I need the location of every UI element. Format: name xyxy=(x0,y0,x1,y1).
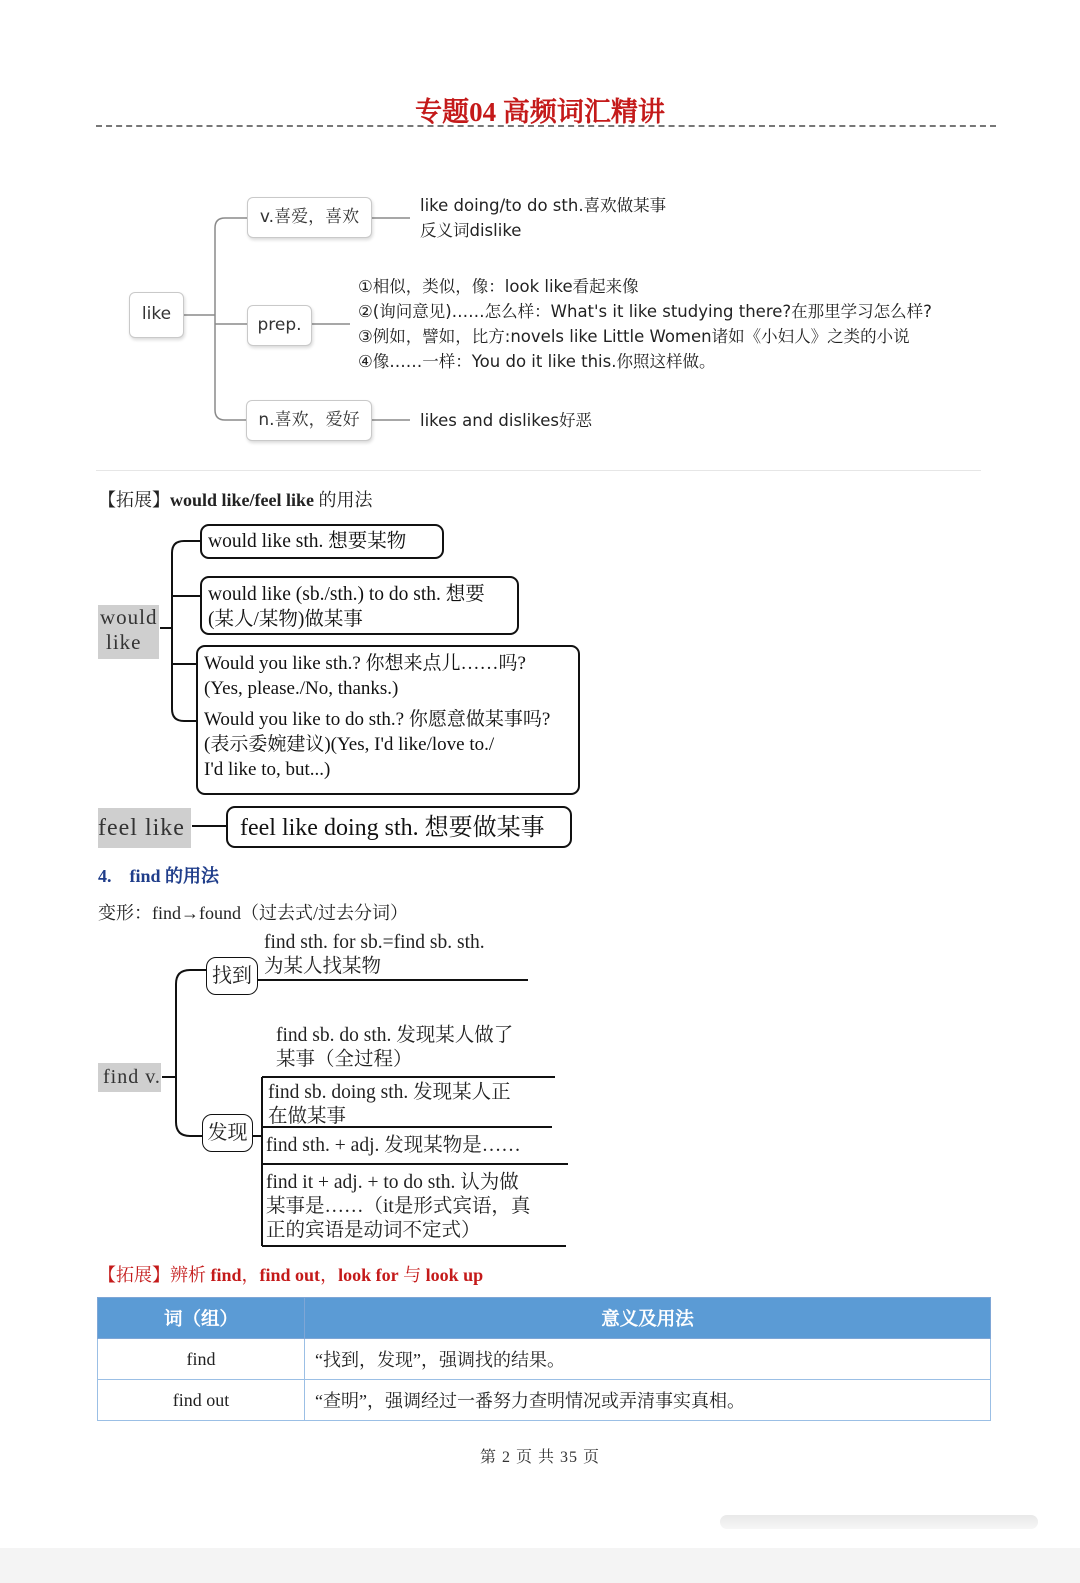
table-cell-meaning: “找到，发现”，强调找的结果。 xyxy=(305,1339,991,1380)
find-faxian-c: find sth. + adj. 发现某物是…… xyxy=(266,1135,521,1156)
extension-rest: 的用法 xyxy=(314,490,373,510)
would-like-box-3-line: (表示委婉建议)(Yes, I'd like/love to./ xyxy=(204,734,495,755)
table-header-row xyxy=(98,1298,991,1339)
like-verb-line: like doing/to do sth.喜欢做某事 xyxy=(420,196,667,215)
table-cell-word: find out xyxy=(98,1380,305,1421)
would-like-box-1: would like sth. 想要某物 xyxy=(200,524,444,559)
would-like-box-2-line: would like (sb./sth.) to do sth. 想要 xyxy=(208,584,485,605)
like-noun-node: n.喜欢，爱好 xyxy=(246,400,372,441)
find-zhaodao-node: 找到 xyxy=(206,957,258,995)
extension-word: find out xyxy=(259,1265,321,1285)
would-like-box-3 xyxy=(196,645,580,795)
extension-heading-would-like xyxy=(98,486,373,512)
section-4-title: find 的用法 xyxy=(129,866,220,886)
find-faxian-node: 发现 xyxy=(202,1114,253,1152)
find-zhaodao-line: find sth. for sb.=find sb. sth. xyxy=(264,932,485,953)
extension-word: look up xyxy=(425,1265,484,1285)
feel-like-box: feel like doing sth. 想要做某事 xyxy=(226,806,572,848)
extension-keyword: would like/feel like xyxy=(170,490,314,510)
find-faxian-a-line: 某事（全过程） xyxy=(276,1049,413,1070)
table-cell-meaning: “查明”，强调经过一番努力查明情况或弄清事实真相。 xyxy=(305,1380,991,1421)
table-cell-word: find xyxy=(98,1339,305,1380)
like-prep-line: ④像……一样：You do it like this.你照这样做。 xyxy=(358,352,716,371)
would-like-box-3-line: Would you like to do sth.? 你愿意做某事吗? xyxy=(204,709,551,730)
like-prep-details xyxy=(358,274,932,374)
find-faxian-b-line: find sb. doing sth. 发现某人正 xyxy=(268,1082,511,1103)
like-prep-line: ②(询问意见)……怎么样：What's it like studying there?在那里学习怎么样? xyxy=(358,302,932,321)
table-header-cell: 词（组） xyxy=(98,1298,305,1339)
extension-word: find xyxy=(210,1265,242,1285)
extension-heading-find xyxy=(98,1261,483,1287)
find-faxian-b xyxy=(268,1081,511,1129)
page-number: 第 2 页 共 35 页 xyxy=(479,1449,600,1466)
find-faxian-a-line: find sb. do sth. 发现某人做了 xyxy=(276,1025,514,1046)
extension-bracket: 【拓展】 xyxy=(98,1265,170,1285)
would-like-box-2-line: (某人/某物)做某事 xyxy=(208,609,363,630)
find-faxian-a xyxy=(276,1024,513,1072)
horizontal-scrollbar[interactable] xyxy=(720,1515,1038,1529)
section-4-heading xyxy=(98,862,219,888)
like-prep-line: ③例如，譬如，比方:novels like Little Women诸如《小妇人》之类的小说 xyxy=(358,327,910,346)
find-faxian-d-line: 正的宾语是动词不定式） xyxy=(266,1220,481,1241)
would-like-root-line: would xyxy=(100,605,158,629)
would-like-box-3-line: Would you like sth.? 你想来点儿……吗? xyxy=(204,653,526,674)
would-like-box-2 xyxy=(200,576,519,635)
extension-separator: 与 xyxy=(398,1265,426,1285)
extension-bracket: 【拓展】 xyxy=(98,490,170,510)
like-prep-node: prep. xyxy=(247,305,312,346)
extension-separator: ， xyxy=(241,1265,260,1285)
extension-word: look for xyxy=(338,1265,399,1285)
find-forms: 变形：find→found（过去式/过去分词） xyxy=(98,903,408,923)
like-noun-line: likes and dislikes好恶 xyxy=(420,411,592,430)
bottom-margin xyxy=(0,1548,1080,1583)
find-zhaodao-line: 为某人找某物 xyxy=(264,956,382,977)
feel-like-root: feel like xyxy=(98,808,191,848)
like-verb-details xyxy=(420,193,666,243)
like-root-node: like xyxy=(129,292,184,338)
page-title: 专题04 高频词汇精讲 xyxy=(415,97,665,127)
section-divider xyxy=(96,470,981,471)
find-faxian-b-line: 在做某事 xyxy=(268,1106,347,1127)
section-4-number: 4. xyxy=(98,866,112,886)
find-faxian-d-line: 某事是……（it是形式宾语，真 xyxy=(266,1196,531,1217)
would-like-box-3-line: (Yes, please./No, thanks.) xyxy=(204,678,399,699)
table-header-cell: 意义及用法 xyxy=(305,1298,991,1339)
find-root: find v. xyxy=(98,1063,161,1092)
comparison-table xyxy=(97,1297,991,1421)
table-row xyxy=(98,1339,991,1380)
would-like-root xyxy=(98,605,159,659)
would-like-box-3-line: I'd like to, but...) xyxy=(204,759,331,780)
would-like-root-line: like xyxy=(106,630,142,654)
table-row xyxy=(98,1380,991,1421)
find-zhaodao-details xyxy=(264,931,485,979)
find-faxian-d-line: find it + adj. + to do sth. 认为做 xyxy=(266,1172,519,1193)
find-faxian-d xyxy=(266,1171,530,1243)
like-verb-node: v.喜爱，喜欢 xyxy=(247,197,372,238)
extension-text: 辨析 xyxy=(170,1265,211,1285)
extension-separator: ， xyxy=(320,1265,339,1285)
like-verb-line: 反义词dislike xyxy=(420,221,522,240)
like-prep-line: ①相似，类似，像：look like看起来像 xyxy=(358,277,639,296)
